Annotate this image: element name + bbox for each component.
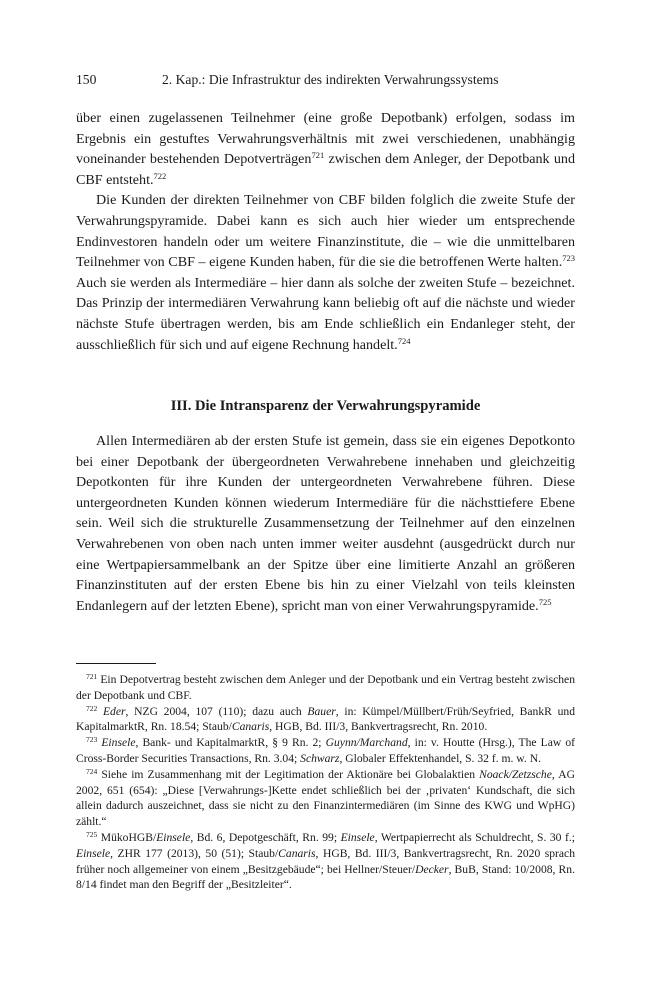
- footnote-text: , Wertpapierrecht als Schuldrecht, S. 30 f.;: [374, 830, 575, 844]
- footnote-text: MükoHGB/: [97, 830, 157, 844]
- author-name: Bauer: [307, 704, 336, 718]
- page-number: 150: [76, 72, 97, 87]
- author-name: Noack/Zetzsche: [479, 767, 552, 781]
- paragraph-3: [76, 431, 575, 616]
- paragraph-3-text: Allen Intermediären ab der ersten Stufe ist gemein, dass sie ein eigenes Depotkonto bei einer Depotbank der übergeordneten Verwahrebene innehaben und gleichzeitig Depotkonten für ihre Kunden der untergeordneten Verwahrebene führen. Diese untergeordneten Kunden können wiederum Intermediäre für die nächsttiefere Ebene sein. Weil sich die strukturelle Zusammensetzung der Teilnehmer auf den einzelnen Verwahrebenen von oben nach unten immer weiter ausdehnt (ausgedrückt durch nur eine Wertpapiersammelbank an der Spitze über eine limitierte Anzahl an größeren Finanzinstituten auf der ersten Ebene bis hin zu einer Vielzahl von teils kleinsten Endanlegern auf der letzten Ebene), spricht man von einer Verwahrungspyramide.: [76, 433, 575, 614]
- footnote-725: [76, 830, 575, 893]
- footnote-text: , Bank- und KapitalmarktR, § 9 Rn. 2;: [135, 736, 326, 750]
- footnote-724: [76, 767, 575, 830]
- author-name: Einsele: [340, 830, 375, 844]
- author-name: Schwarz: [300, 751, 340, 765]
- paragraph-1-text-a: über einen zugelassenen Teilnehmer (eine große Depotbank) erfolgen, sodass im Ergebnis ein gestuftes Verwahrungsverhältnis mit zwei verschiedenen, unabhängig voneinander bestehenden Depotverträgen: [76, 110, 575, 168]
- footnote-ref-723[interactable]: 723: [562, 253, 575, 264]
- body-text-lower: [76, 431, 575, 616]
- footnote-number: 724: [86, 766, 98, 776]
- footnote-ref-725[interactable]: 725: [538, 596, 552, 607]
- footnote-number: 722: [86, 703, 98, 713]
- footnote-number: 725: [86, 829, 98, 839]
- footnote-number: 723: [86, 735, 98, 745]
- paragraph-1: [76, 108, 575, 190]
- footnote-separator: [76, 663, 156, 664]
- author-name: Decker: [415, 862, 449, 876]
- footnote-text: Siehe im Zusammenhang mit der Legitimation der Aktionäre bei Globalaktien: [97, 767, 480, 781]
- footnote-ref-724[interactable]: 724: [397, 335, 411, 346]
- footnote-ref-721[interactable]: 721: [311, 150, 325, 161]
- author-name: Einsele: [101, 736, 136, 750]
- paragraph-1-text-b: zwischen dem Anleger, der Depotbank und CBF entsteht.: [76, 151, 575, 188]
- author-name: Guynn/Marchand: [325, 736, 408, 750]
- author-name: Canaris: [231, 720, 270, 734]
- footnote-text: , ZHR 177 (2013), 50 (51); Staub/: [110, 846, 279, 860]
- footnote-text: , NZG 2004, 107 (110); dazu auch: [125, 704, 308, 718]
- section-heading: III. Die Intransparenz der Verwahrungspyramide: [170, 398, 481, 414]
- author-name: Einsele: [156, 830, 191, 844]
- footnote-722: [76, 704, 575, 736]
- footnote-text: , HGB, Bd. III/3, Bankvertragsrecht, Rn. 2020 sprach früher noch allgemeiner von einem „Besitzgebäude“; bei Hellner/Steuer/: [76, 846, 576, 876]
- paragraph-2-text-a: Die Kunden der direkten Teilnehmer von CBF bilden folglich die zweite Stufe der Verwahrungspyramide. Dabei kann es sich auch hier wieder um entsprechende Endinvestoren handeln oder um weitere Finanzinstitute, die – wie die unmittelbaren Teilnehmer von CBF – eigene Kunden haben, für die sie die betroffenen Werte halten.: [76, 192, 575, 271]
- footnote-text: Ein Depotvertrag besteht zwischen dem Anleger und der Depotbank und ein Vertrag besteht zwischen der Depotbank und CBF.: [76, 673, 575, 702]
- footnote-721: [76, 672, 575, 704]
- paragraph-2-text-b: Auch sie werden als Intermediäre – hier dann als solche der zweiten Stufe – bezeichnet. Das Prinzip der intermediären Verwahrung kann beliebig oft auf die nächste und wieder nächste Stufe übertragen werden, bis am Ende schließlich ein Endanleger steht, der ausschließlich für sich und auf eigene Rechnung handelt.: [76, 274, 575, 353]
- footnote-text: , in: v. Houtte (Hrsg.), The Law of Cross-Border Securities Transactions, Rn. 3.04;: [76, 736, 575, 765]
- footnotes: [76, 672, 575, 893]
- footnote-text: , Globaler Effektenhandel, S. 32 f. m. w. N.: [339, 751, 541, 765]
- footnote-ref-722[interactable]: 722: [153, 170, 167, 181]
- footnote-text: , in: Kümpel/Müllbert/Früh/Seyfried, BankR und KapitalmarktR, Rn. 18.54; Staub/: [76, 704, 575, 734]
- paragraph-2: [76, 190, 575, 355]
- footnote-723: [76, 735, 575, 767]
- footnote-text: , Bd. 6, Depotgeschäft, Rn. 99;: [190, 830, 341, 844]
- author-name: Canaris: [278, 846, 316, 860]
- running-title: 2. Kap.: Die Infrastruktur des indirekten Verwahrungssystems: [162, 72, 499, 87]
- footnote-text: , AG 2002, 651 (654): „Diese [Verwahrungs-]Kette endet schließlich bei der ‚privaten‘ Kundschaft, die sich allein dadurch auszeichnet, dass sie nicht zu den Finanzintermediären (im Sinne des KWG und WpHG) zählt.“: [76, 767, 575, 829]
- footnote-number: 721: [86, 672, 98, 681]
- body-text-upper: [76, 108, 575, 355]
- footnote-text: , HGB, Bd. III/3, Bankvertragsrecht, Rn. 2010.: [269, 720, 488, 734]
- author-name: Eder: [102, 704, 126, 718]
- author-name: Einsele: [76, 846, 111, 860]
- footnote-text: , BuB, Stand: 10/2008, Rn. 8/14 findet man den Begriff der „Besitzleiter“.: [76, 862, 575, 892]
